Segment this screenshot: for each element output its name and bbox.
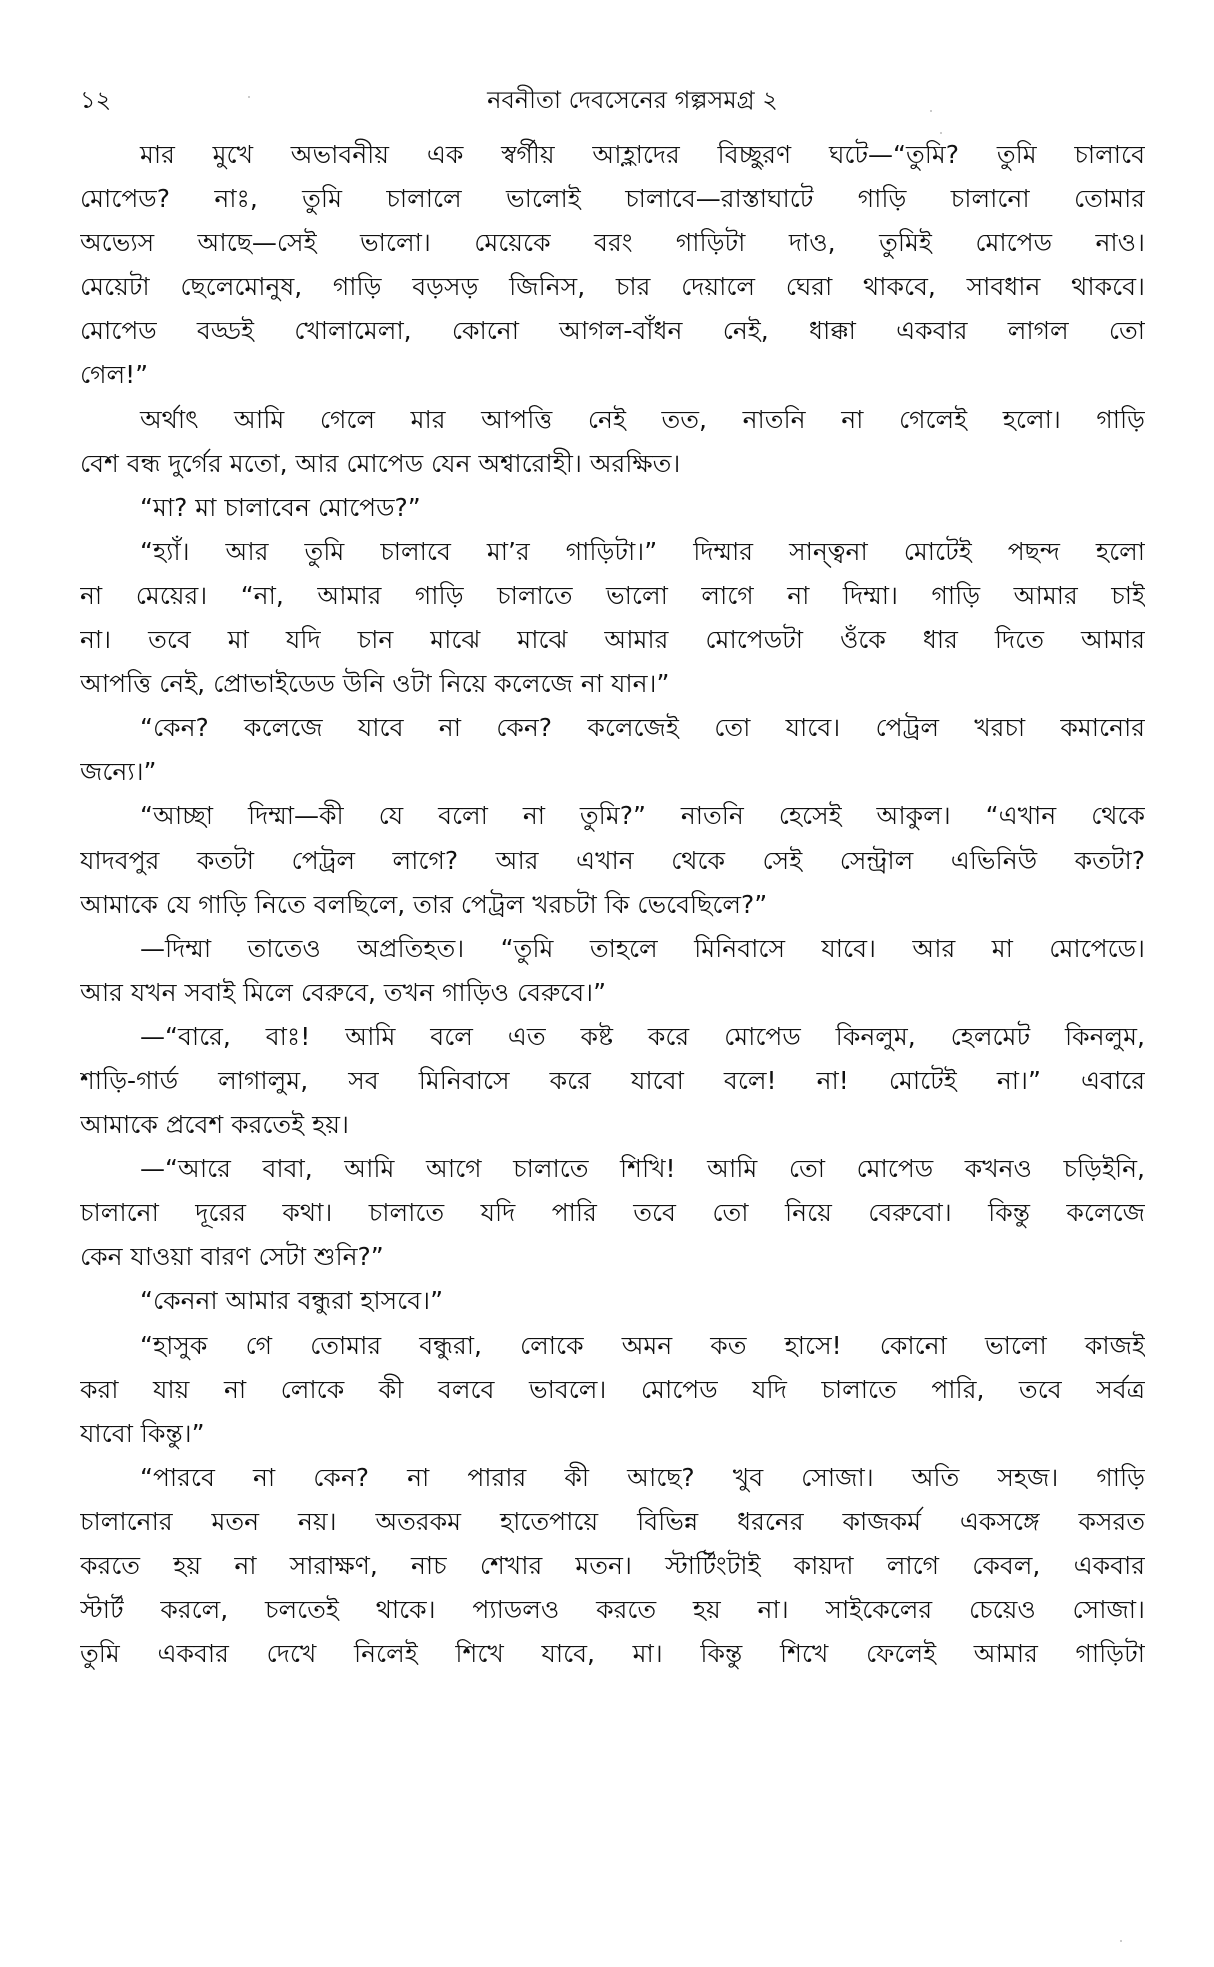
text-line: গেল!”	[80, 360, 149, 390]
body-text	[80, 133, 1145, 1676]
text-line: অভ্যেস আছে—সেই ভালো। মেয়েকে বরং গাড়িটা দাও, তুমিই মোপেড নাও।	[80, 228, 1145, 258]
text-line: মেয়েটা ছেলেমোনুষ, গাড়ি বড়সড় জিনিস, চার দেয়ালে ঘেরা থাকবে, সাবধান থাকবে।	[80, 272, 1145, 302]
text-line: জন্যে।”	[80, 757, 157, 787]
text-line: মোপেড? নাঃ, তুমি চালালে ভালোই চালাবে—রাস্তাঘাটে গাড়ি চালানো তোমার	[80, 184, 1145, 214]
text-line: কেন যাওয়া বারণ সেটা শুনি?”	[80, 1242, 384, 1272]
text-line: না। তবে মা যদি চান মাঝে মাঝে আমার মোপেডটা ওঁকে ধার দিতে আমার	[80, 625, 1145, 655]
text-line: “কেননা আমার বন্ধুরা হাসবে।”	[140, 1286, 444, 1316]
scan-speck	[930, 110, 932, 112]
text-line: “হাসুক গে তোমার বন্ধুরা, লোকে অমন কত হাসে! কোনো ভালো কাজই	[140, 1330, 1145, 1360]
text-line: —দিম্মা তাতেও অপ্রতিহত। “তুমি তাহলে মিনিবাসে যাবে। আর মা মোপেডে।	[140, 933, 1145, 963]
page-number: ১২	[80, 86, 112, 114]
text-line: যাবো কিন্তু।”	[80, 1418, 205, 1448]
text-line: —“বারে, বাঃ! আমি বলে এত কষ্ট করে মোপেড কিনলুম, হেলমেট কিনলুম,	[140, 1021, 1145, 1051]
text-line: আর যখন সবাই মিলে বেরুবে, তখন গাড়িও বেরুবে।”	[80, 977, 607, 1007]
scan-speck	[940, 132, 942, 134]
text-line: আমাকে প্রবেশ করতেই হয়।	[80, 1110, 349, 1140]
text-line: চালানোর মতন নয়। অতরকম হাতেপায়ে বিভিন্ন ধরনের কাজকর্ম একসঙ্গে কসরত	[80, 1506, 1145, 1536]
page-header	[80, 84, 1145, 124]
running-title: নবনীতা দেবসেনের গল্পসমগ্র ২	[487, 86, 778, 114]
text-line: মার মুখে অভাবনীয় এক স্বর্গীয় আহ্লাদের বিচ্ছুরণ ঘটে—“তুমি? তুমি চালাবে	[140, 140, 1145, 169]
text-line: অর্থাৎ আমি গেলে মার আপত্তি নেই তত, নাতনি না গেলেই হলো। গাড়ি	[140, 404, 1145, 434]
text-line: মোপেড বড্ডই খোলামেলা, কোনো আগল-বাঁধন নেই, ধাক্কা একবার লাগল তো	[80, 316, 1145, 346]
text-line: স্টার্ট করলে, চলতেই থাকে। প্যাডলও করতে হয় না। সাইকেলের চেয়েও সোজা।	[80, 1595, 1145, 1625]
scan-speck	[1120, 1940, 1122, 1942]
text-line: “কেন? কলেজে যাবে না কেন? কলেজেই তো যাবে। পেট্রল খরচা কমানোর	[140, 713, 1145, 743]
text-line: করা যায় না লোকে কী বলবে ভাবলে। মোপেড যদি চালাতে পারি, তবে সর্বত্র	[80, 1374, 1145, 1404]
text-line: না মেয়ের। “না, আমার গাড়ি চালাতে ভালো লাগে না দিম্মা। গাড়ি আমার চাই	[80, 580, 1145, 610]
text-line: “আচ্ছা দিম্মা—কী যে বলো না তুমি?” নাতনি হেসেই আকুল। “এখান থেকে	[140, 801, 1145, 831]
text-line: চালানো দূরের কথা। চালাতে যদি পারি তবে তো নিয়ে বেরুবো। কিন্তু কলেজে	[80, 1198, 1145, 1228]
text-line: বেশ বন্ধ দুর্গের মতো, আর মোপেড যেন অশ্বারোহী। অরক্ষিত।	[80, 448, 681, 478]
text-line: “হ্যাঁ। আর তুমি চালাবে মা’র গাড়িটা।” দিম্মার সান্ত্বনা মোটেই পছন্দ হলো	[140, 536, 1145, 566]
text-line: করতে হয় না সারাক্ষণ, নাচ শেখার মতন। স্টার্টিংটাই কায়দা লাগে কেবল, একবার	[80, 1551, 1145, 1580]
text-line: তুমি একবার দেখে নিলেই শিখে যাবে, মা। কিন্তু শিখে ফেলেই আমার গাড়িটা	[80, 1639, 1145, 1669]
scan-speck	[248, 96, 250, 98]
text-line: আপত্তি নেই, প্রোভাইডেড উনি ওটা নিয়ে কলেজে না যান।”	[80, 669, 670, 699]
text-line: “মা? মা চালাবেন মোপেড?”	[140, 492, 421, 522]
text-line: শাড়ি-গার্ড লাগালুম, সব মিনিবাসে করে যাবো বলে! না! মোটেই না।” এবারে	[80, 1065, 1145, 1095]
text-line: আমাকে যে গাড়ি নিতে বলছিলে, তার পেট্রল খরচটা কি ভেবেছিলে?”	[80, 889, 768, 919]
text-line: —“আরে বাবা, আমি আগে চালাতে শিখি! আমি তো মোপেড কখনও চড়িইনি,	[140, 1154, 1145, 1184]
text-line: “পারবে না কেন? না পারার কী আছে? খুব সোজা। অতি সহজ। গাড়ি	[140, 1462, 1145, 1492]
text-line: যাদবপুর কতটা পেট্রল লাগে? আর এখান থেকে সেই সেন্ট্রাল এভিনিউ কতটা?	[80, 845, 1145, 875]
